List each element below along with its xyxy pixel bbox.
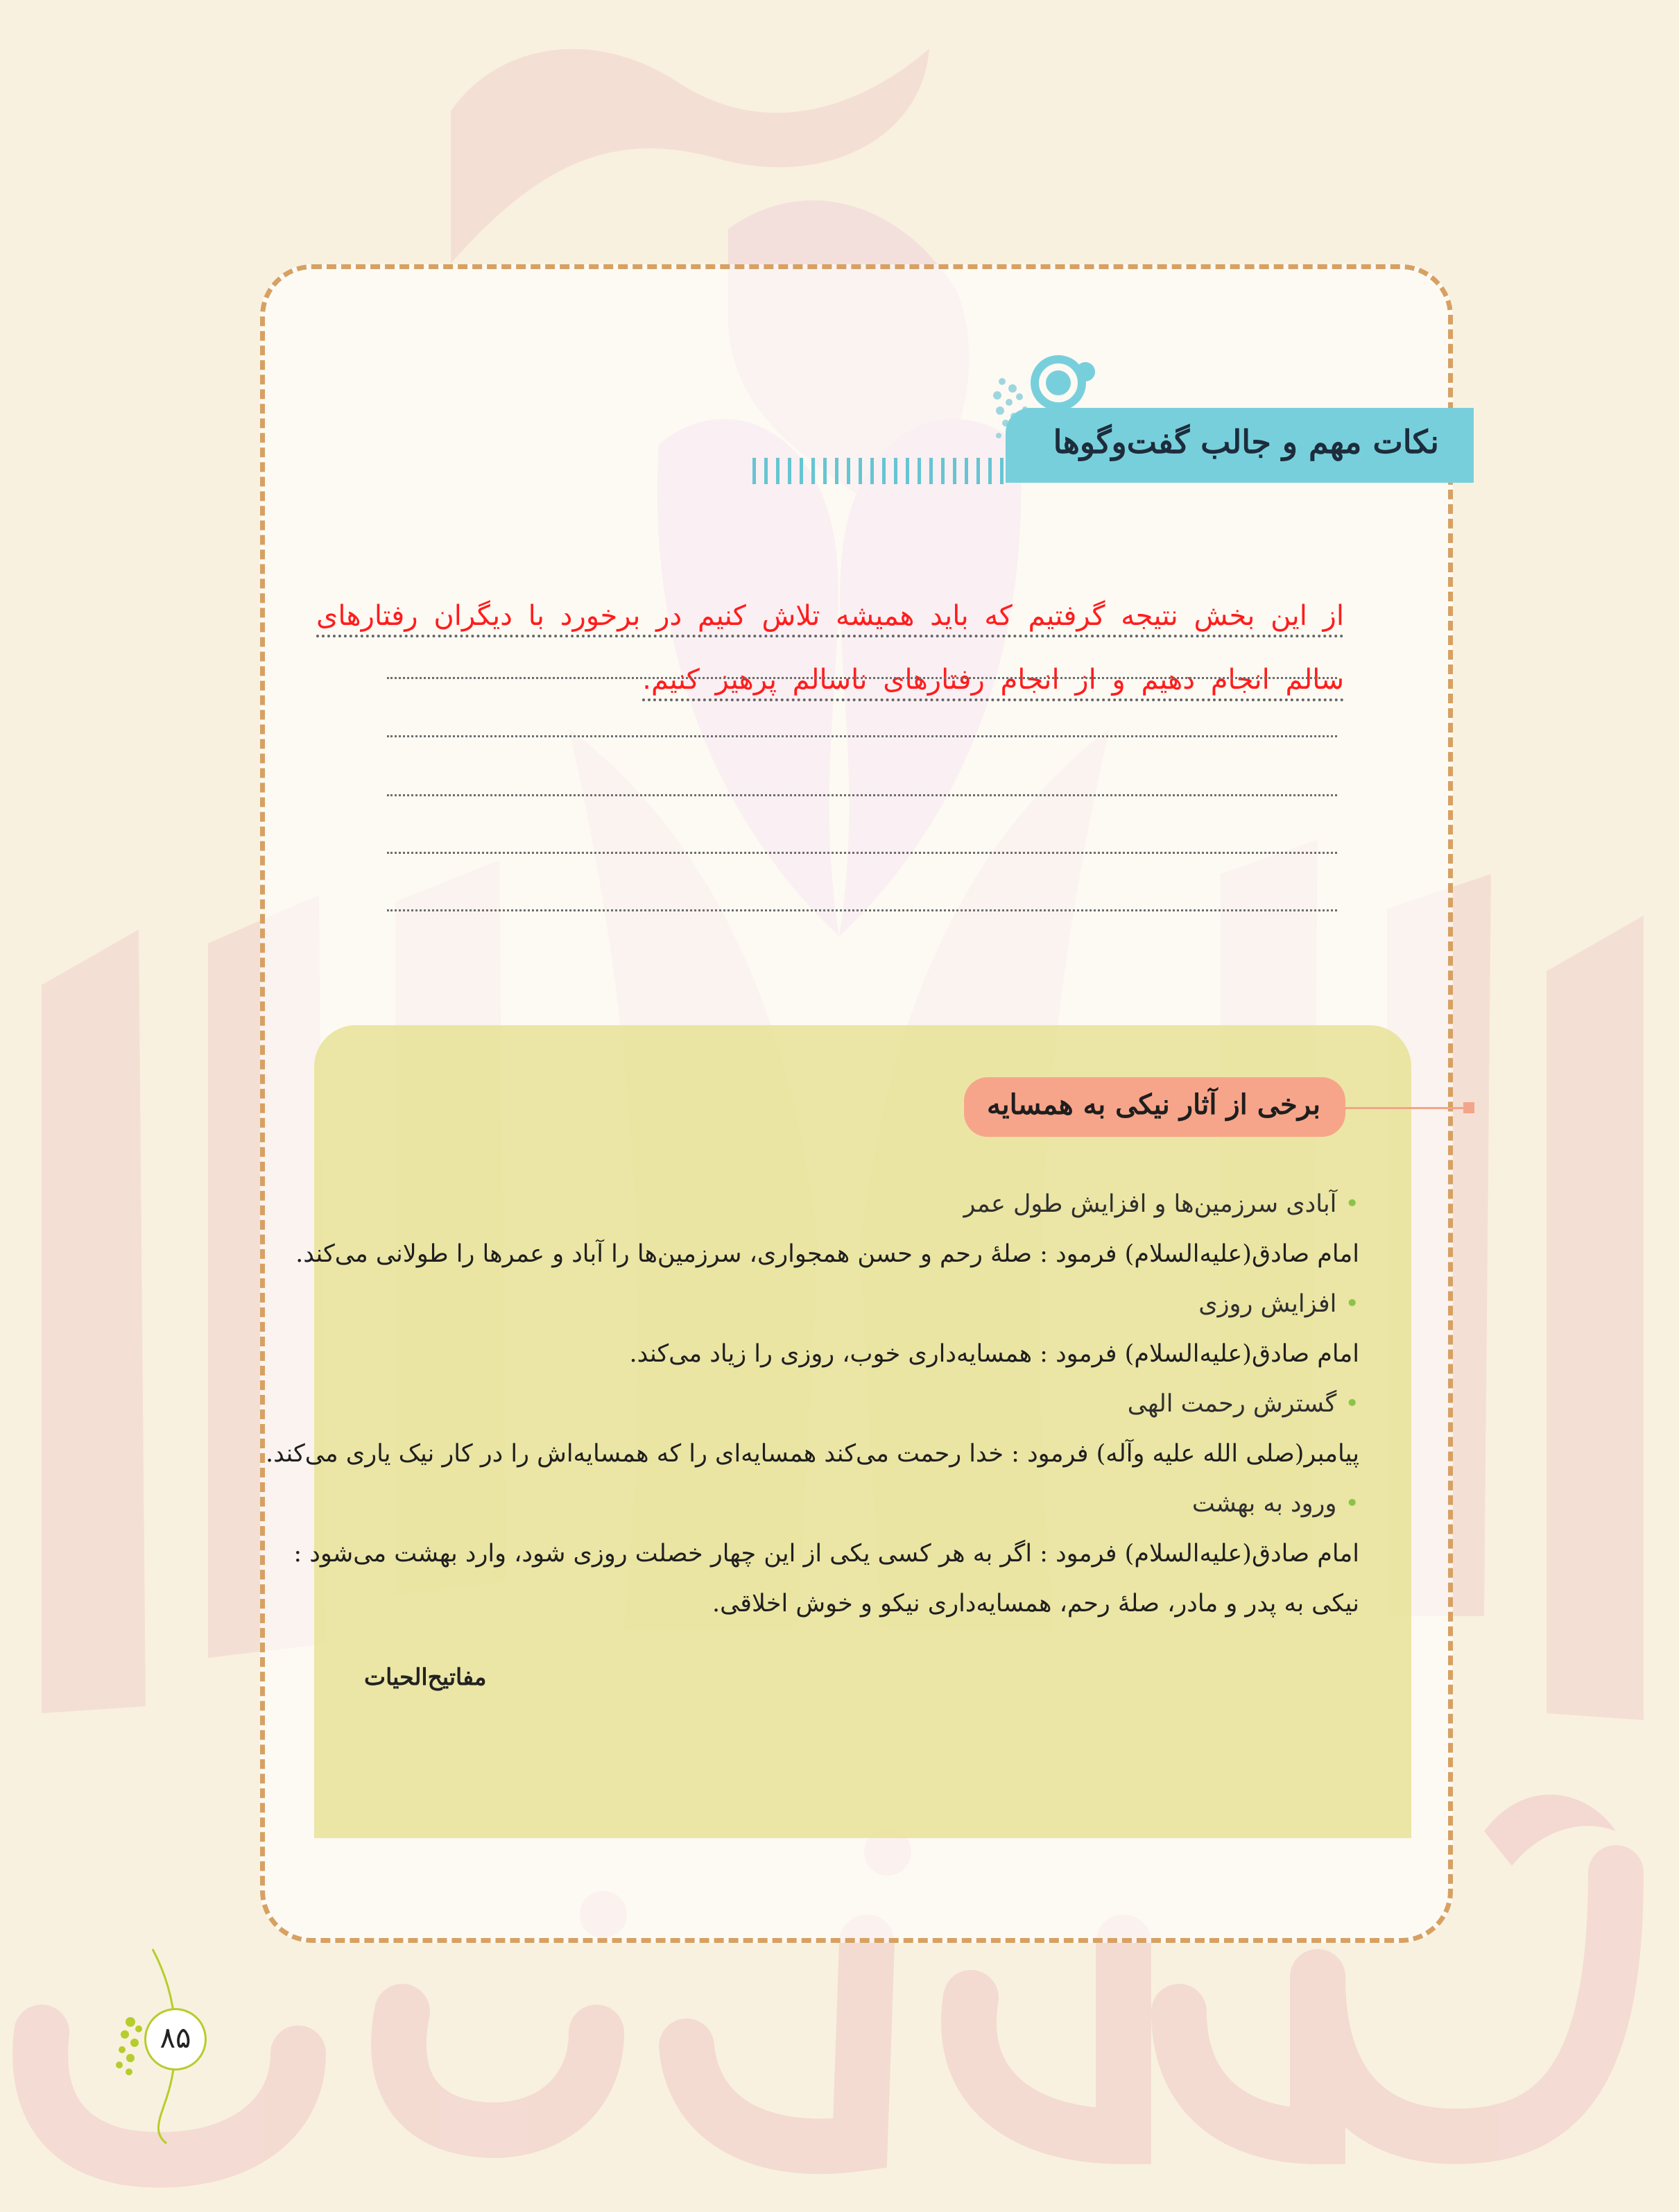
info-box-title-pill xyxy=(964,1077,1345,1137)
answer-line xyxy=(387,735,1337,737)
list-item-heading: • افزایش روزی xyxy=(364,1279,1359,1329)
page-number: ۸۵ xyxy=(144,2008,207,2070)
info-box-title: برخی از آثار نیکی به همسایه xyxy=(987,1088,1320,1121)
answer-line xyxy=(387,852,1337,854)
list-item-heading: • گسترش رحمت الهی xyxy=(364,1379,1359,1429)
conclusion-line-2: سالم انجام دهیم و از انجام رفتارهای ناسالم پرهیز کنیم. xyxy=(642,664,1344,696)
answer-line xyxy=(387,677,1337,679)
list-item-text: پیامبر(صلی الله علیه وآله) فرمود : خدا رحمت می‌کند همسایه‌ای را که همسایه‌اش را در کار نیک یاری می‌کند. xyxy=(266,1440,1359,1468)
list-item-text: نیکی به پدر و مادر، صلهٔ رحم، همسایه‌داری نیکو و خوش اخلاقی. xyxy=(712,1590,1359,1618)
list-item-heading: • آبادی سرزمین‌ها و افزایش طول عمر xyxy=(364,1179,1359,1229)
answer-line xyxy=(387,794,1337,796)
list-item-text: امام صادق(علیه‌السلام) فرمود : همسایه‌داری خوب، روزی را زیاد می‌کند. xyxy=(629,1340,1359,1368)
list-item-text: امام صادق(علیه‌السلام) فرمود : اگر به هر کسی یکی از این چهار خصلت روزی شود، وارد بهشت می‌شود : xyxy=(293,1540,1359,1568)
list-item-text: امام صادق(علیه‌السلام) فرمود : صلهٔ رحم و حسن همجواری، سرزمین‌ها را آباد و عمرها را طولانی می‌کند. xyxy=(295,1240,1359,1268)
info-list xyxy=(266,1179,1359,1629)
answer-line xyxy=(387,909,1337,911)
section-title: نکات مهم و جالب گفت‌وگوها xyxy=(1053,423,1439,461)
list-item-heading: • ورود به بهشت xyxy=(364,1479,1359,1529)
info-connector-line xyxy=(1345,1107,1467,1109)
conclusion-line-1: از این بخش نتیجه گرفتیم که باید همیشه تلاش کنیم در برخورد با دیگران رفتارهای xyxy=(316,600,1344,632)
conclusion-text xyxy=(269,584,1344,712)
tag-stripes-decoration xyxy=(752,458,1009,484)
source-citation: مفاتیح‌الحیات xyxy=(364,1663,487,1690)
info-connector-dot xyxy=(1463,1102,1474,1113)
section-title-tag xyxy=(1006,408,1474,483)
